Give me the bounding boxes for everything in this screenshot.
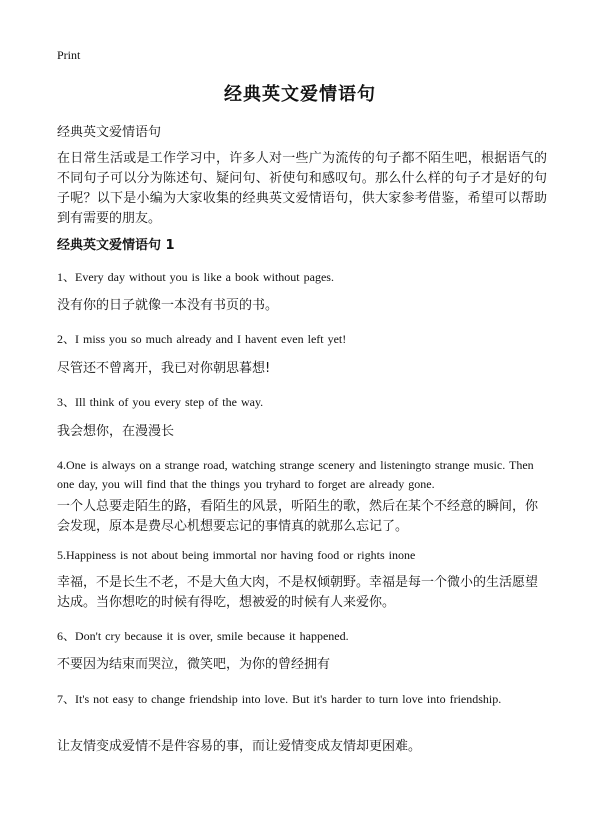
print-label: Print [57, 48, 81, 62]
page-title: 经典英文爱情语句 [224, 84, 376, 105]
quote-1-chinese: 没有你的日子就像一本没有书页的书。 [57, 298, 279, 313]
quote-4-english: 4.One is always on a strange road, watching strange scenery and listeningto strange music. Then one day, you will find that the things you tryhard to forget are already gone. [57, 458, 534, 491]
quote-6-chinese: 不要因为结束而哭泣，微笑吧，为你的曾经拥有 [57, 657, 331, 672]
quote-3-chinese: 我会想你，在漫漫长 [57, 424, 175, 439]
quote-5-chinese: 幸福，不是长生不老，不是大鱼大肉，不是权倾朝野。幸福是每一个微小的生活愿望达成。当你想吃的时候有得吃，想被爱的时候有人来爱你。 [57, 575, 539, 610]
quote-5-english: 5.Happiness is not about being immortal nor having food or rights inone [57, 548, 416, 562]
quote-3-english: 3、Ill think of you every step of the way. [57, 395, 264, 409]
quote-6-english: 6、Don't cry because it is over, smile because it happened. [57, 629, 349, 643]
quote-1-english: 1、Every day without you is like a book without pages. [57, 270, 334, 284]
quote-4-chinese: 一个人总要走陌生的路，看陌生的风景，听陌生的歌，然后在某个不经意的瞬间，你会发现，原本是费尽心机想要忘记的事情真的就那么忘记了。 [57, 499, 539, 534]
quote-2-english: 2、I miss you so much already and I havent even left yet! [57, 332, 347, 346]
quote-2-chinese: 尽管还不曾离开，我已对你朝思暮想! [57, 361, 271, 376]
quote-7-english: 7、It's not easy to change friendship into love. But it's harder to turn love into friendship. [57, 692, 502, 706]
intro-paragraph: 在日常生活或是工作学习中，许多人对一些广为流传的句子都不陌生吧，根据语气的不同句子可以分为陈述句、疑问句、祈使句和感叹句。那么什么样的句子才是好的句子呢？以下是小编为大家收集的经典英文爱情语句，供大家参考借鉴，希望可以帮助到有需要的朋友。 [57, 151, 547, 226]
quote-7-chinese: 让友情变成爱情不是件容易的事，而让爱情变成友情却更困难。 [57, 739, 422, 754]
section-heading: 经典英文爱情语句 1 [57, 238, 175, 253]
document-subtitle: 经典英文爱情语句 [57, 125, 162, 140]
